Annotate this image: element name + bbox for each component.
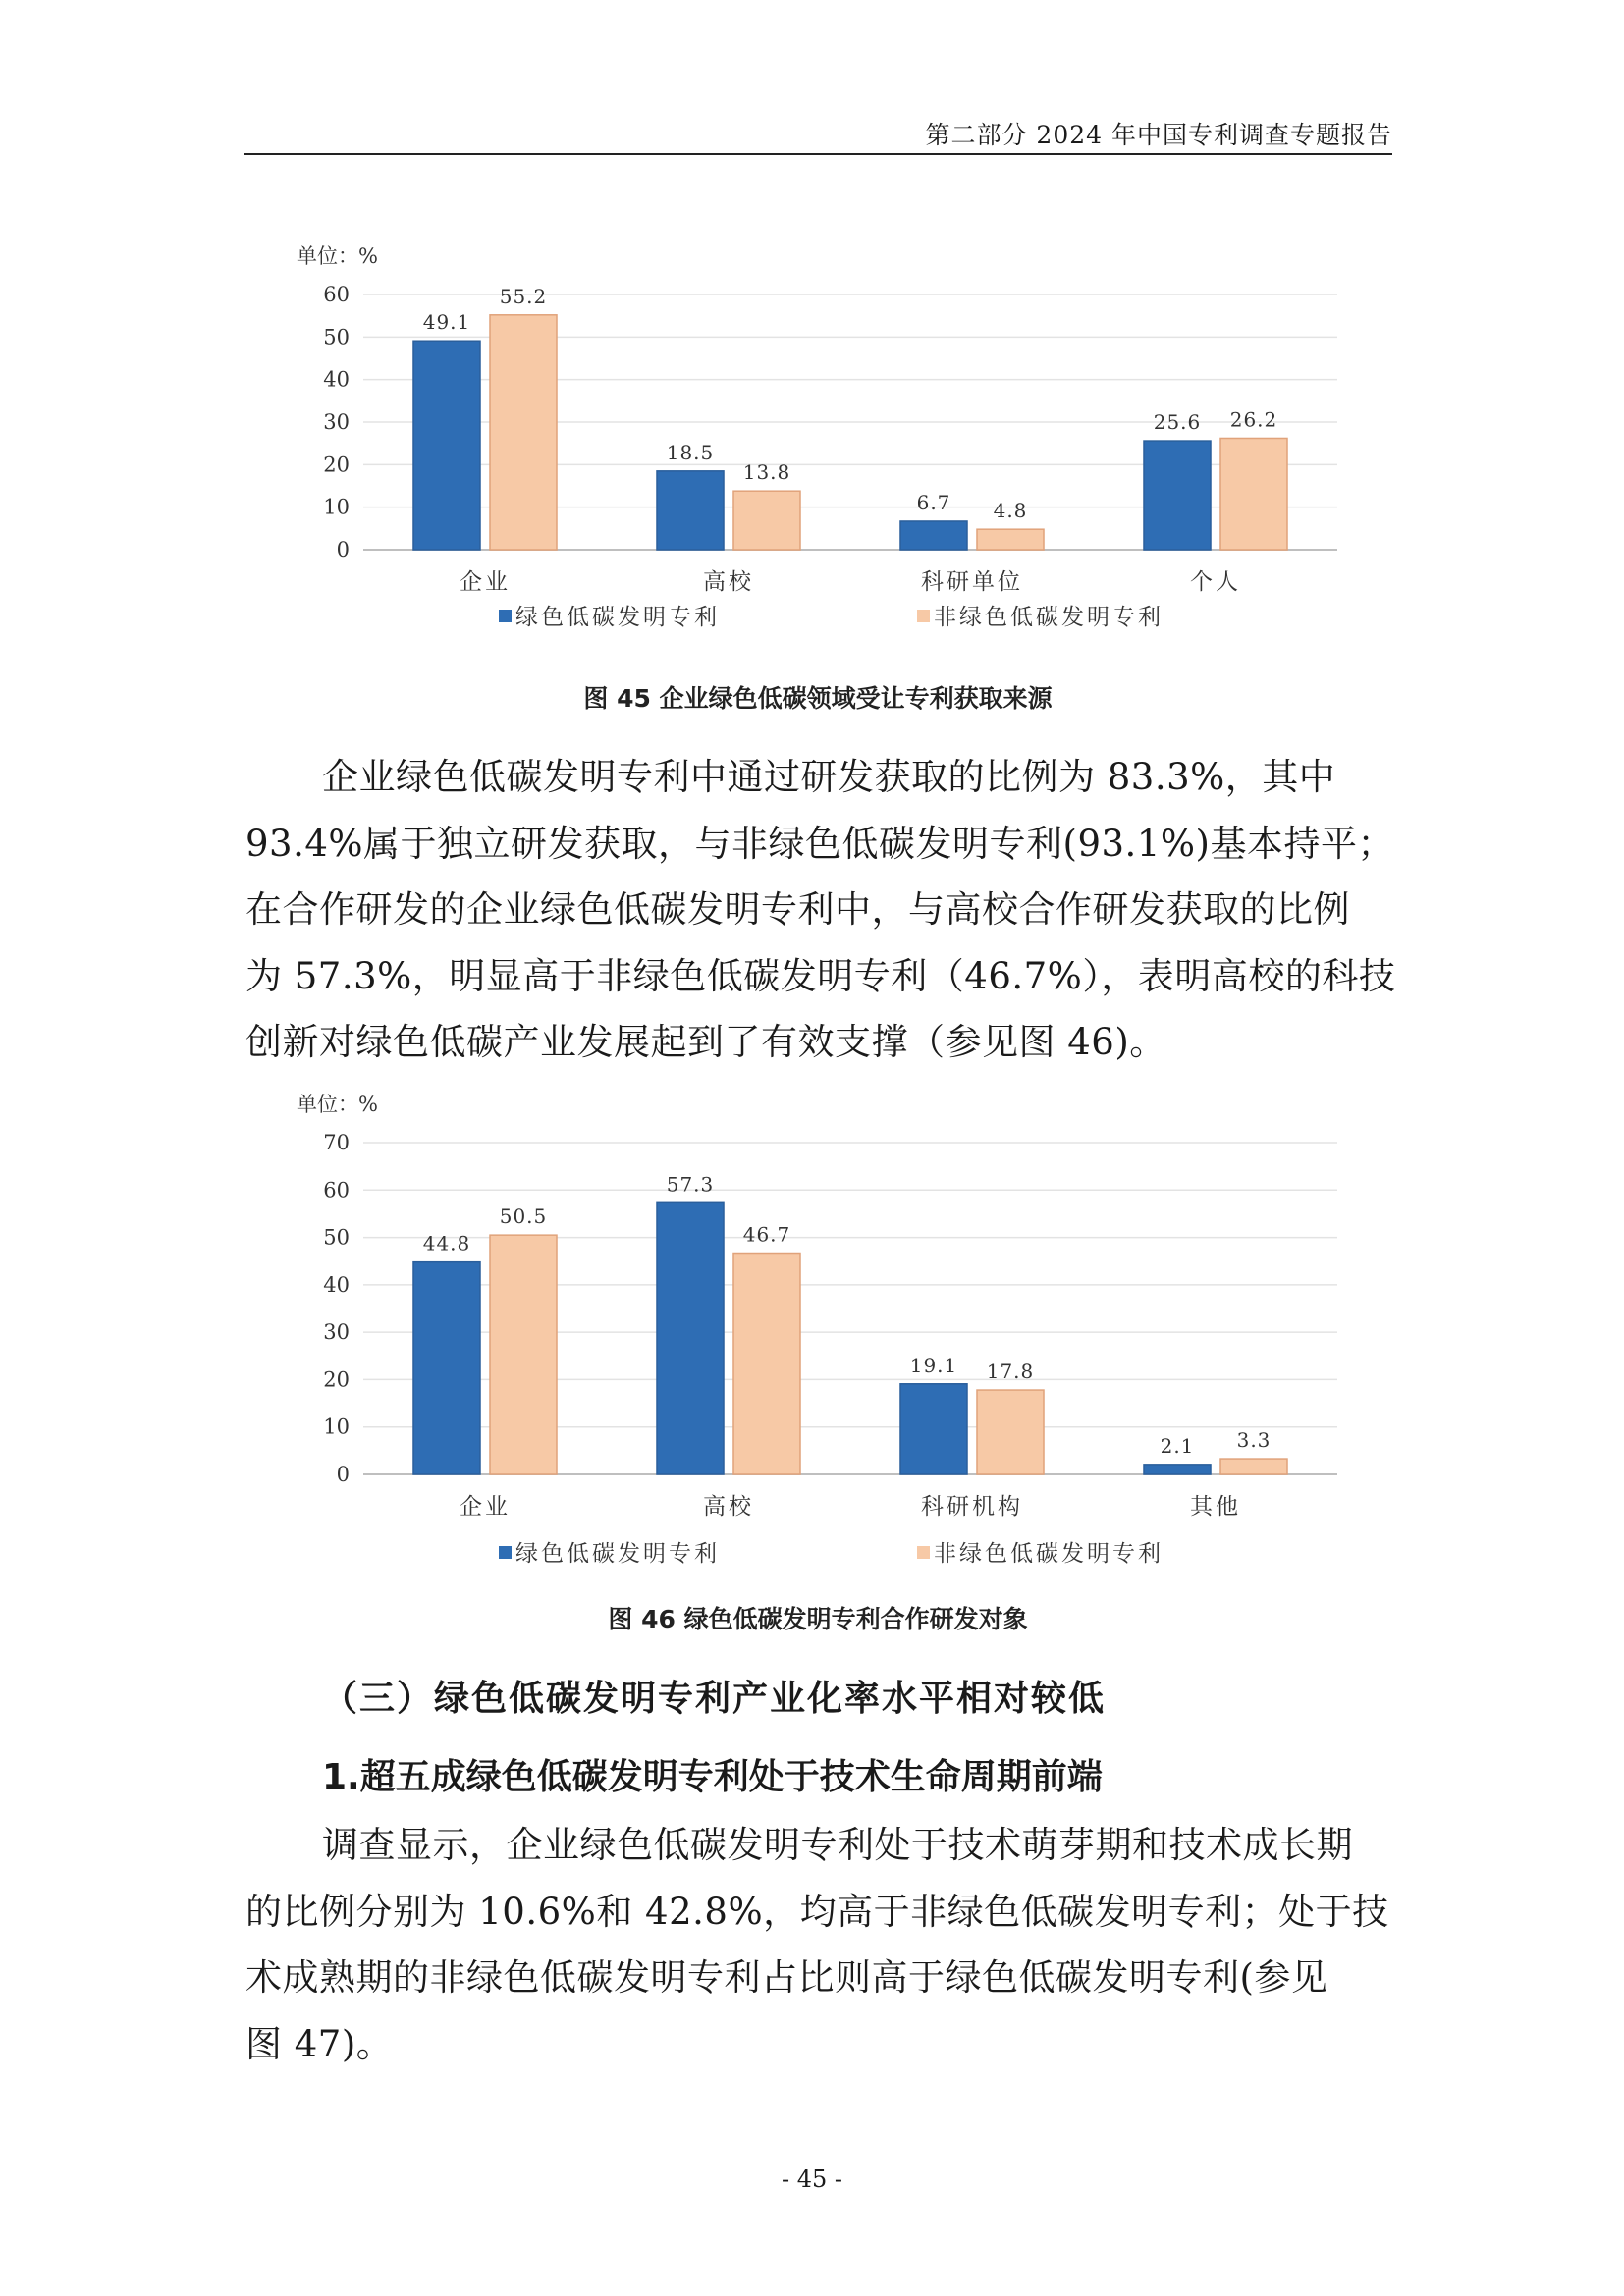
legend-swatch — [499, 610, 512, 622]
x-tick-label: 企业 — [460, 1494, 511, 1520]
bar — [900, 521, 967, 550]
figure-45-caption: 图 45 企业绿色低碳领域受让专利获取来源 — [583, 684, 1053, 713]
bar — [977, 1390, 1044, 1474]
bar — [1144, 441, 1211, 550]
bar — [657, 1202, 724, 1474]
bar — [490, 1235, 557, 1474]
legend-label: 非绿色低碳发明专利 — [934, 1541, 1164, 1567]
y-tick-label: 50 — [323, 325, 350, 349]
data-label: 44.8 — [422, 1231, 471, 1255]
data-label: 57.3 — [666, 1172, 715, 1197]
x-tick-label: 企业 — [460, 569, 511, 595]
x-tick-label: 高校 — [703, 569, 754, 595]
y-tick-label: 20 — [323, 1367, 350, 1392]
paragraph-1 — [245, 744, 1394, 1076]
bar — [490, 315, 557, 550]
page-header — [244, 116, 1392, 155]
data-label: 18.5 — [666, 440, 715, 464]
paragraph-1-line: 93.4%属于独立研发获取，与非绿色低碳发明专利(93.1%)基本持平； — [245, 822, 1394, 865]
legend-label: 绿色低碳发明专利 — [515, 605, 720, 630]
data-label: 17.8 — [986, 1360, 1035, 1384]
chart-45 — [285, 234, 1355, 646]
unit-label: 单位：% — [297, 1093, 378, 1116]
paragraph-2 — [245, 1812, 1394, 2077]
legend-item — [499, 605, 720, 630]
bar — [900, 1384, 967, 1474]
data-label: 3.3 — [1236, 1428, 1272, 1453]
data-label: 50.5 — [499, 1204, 548, 1229]
y-tick-label: 40 — [323, 1272, 350, 1297]
x-tick-label: 高校 — [703, 1494, 754, 1520]
legend-swatch — [917, 610, 930, 622]
y-tick-label: 60 — [323, 283, 350, 306]
y-tick-label: 60 — [323, 1178, 350, 1202]
y-tick-label: 70 — [323, 1131, 350, 1154]
y-tick-label: 30 — [323, 1320, 350, 1345]
bar — [733, 1254, 800, 1474]
figure-46-caption: 图 46 绿色低碳发明专利合作研发对象 — [608, 1605, 1028, 1633]
legend-item — [499, 1541, 720, 1567]
y-tick-label: 0 — [336, 538, 350, 561]
x-tick-label: 个人 — [1190, 569, 1241, 595]
paragraph-1-line: 企业绿色低碳发明专利中通过研发获取的比例为 83.3%，其中 — [322, 756, 1336, 798]
bar — [1220, 1459, 1287, 1474]
legend-item — [917, 605, 1164, 630]
paragraph-2-line: 图 47)。 — [245, 2022, 394, 2065]
legend-swatch — [499, 1546, 512, 1559]
bar — [413, 341, 480, 550]
paragraph-2-line: 术成熟期的非绿色低碳发明专利占比则高于绿色低碳发明专利(参见 — [245, 1956, 1328, 1999]
data-label: 46.7 — [742, 1222, 791, 1247]
header-text: 第二部分 2024 年中国专利调查专题报告 — [925, 121, 1392, 149]
bar — [977, 529, 1044, 550]
y-tick-label: 40 — [323, 367, 350, 392]
legend-swatch — [917, 1546, 930, 1559]
legend-item — [917, 1541, 1164, 1567]
data-label: 2.1 — [1160, 1433, 1195, 1458]
legend-label: 非绿色低碳发明专利 — [934, 605, 1164, 630]
data-label: 13.8 — [742, 460, 791, 485]
chart-46-svg — [285, 1082, 1355, 1584]
legend-label: 绿色低碳发明专利 — [515, 1541, 720, 1567]
y-tick-label: 10 — [323, 1415, 350, 1439]
data-label: 49.1 — [422, 310, 471, 335]
paragraph-2-line: 调查显示，企业绿色低碳发明专利处于技术萌芽期和技术成长期 — [322, 1824, 1353, 1866]
bar — [733, 491, 800, 550]
y-tick-label: 0 — [336, 1463, 350, 1486]
bar — [1220, 438, 1287, 550]
paragraph-1-line: 在合作研发的企业绿色低碳发明专利中，与高校合作研发获取的比例 — [245, 888, 1350, 931]
chart-46 — [285, 1082, 1355, 1584]
paragraph-1-line: 创新对绿色低碳产业发展起到了有效支撑（参见图 46)。 — [245, 1021, 1166, 1063]
x-tick-label: 其他 — [1190, 1494, 1241, 1520]
bar — [657, 471, 724, 550]
page-number: - 45 - — [781, 2165, 842, 2193]
y-tick-label: 10 — [323, 495, 350, 519]
sub-heading: 1.超五成绿色低碳发明专利处于技术生命周期前端 — [322, 1757, 1103, 1797]
data-label: 6.7 — [916, 490, 951, 514]
data-label: 19.1 — [909, 1353, 958, 1377]
y-tick-label: 50 — [323, 1225, 350, 1250]
paragraph-2-line: 的比例分别为 10.6%和 42.8%，均高于非绿色低碳发明专利；处于技 — [245, 1890, 1389, 1933]
y-tick-label: 30 — [323, 410, 350, 434]
y-tick-label: 20 — [323, 453, 350, 477]
paragraph-1-line: 为 57.3%，明显高于非绿色低碳发明专利（46.7%），表明高校的科技 — [245, 954, 1396, 997]
bar — [413, 1262, 480, 1474]
x-tick-label: 科研单位 — [921, 569, 1023, 595]
bar — [1144, 1465, 1211, 1474]
section-heading: （三）绿色低碳发明专利产业化率水平相对较低 — [322, 1678, 1107, 1719]
unit-label: 单位：% — [297, 244, 378, 268]
chart-45-svg — [285, 234, 1355, 646]
data-label: 26.2 — [1229, 407, 1278, 432]
data-label: 55.2 — [499, 284, 548, 308]
data-label: 25.6 — [1153, 410, 1202, 435]
data-label: 4.8 — [993, 499, 1028, 523]
x-tick-label: 科研机构 — [921, 1494, 1023, 1520]
